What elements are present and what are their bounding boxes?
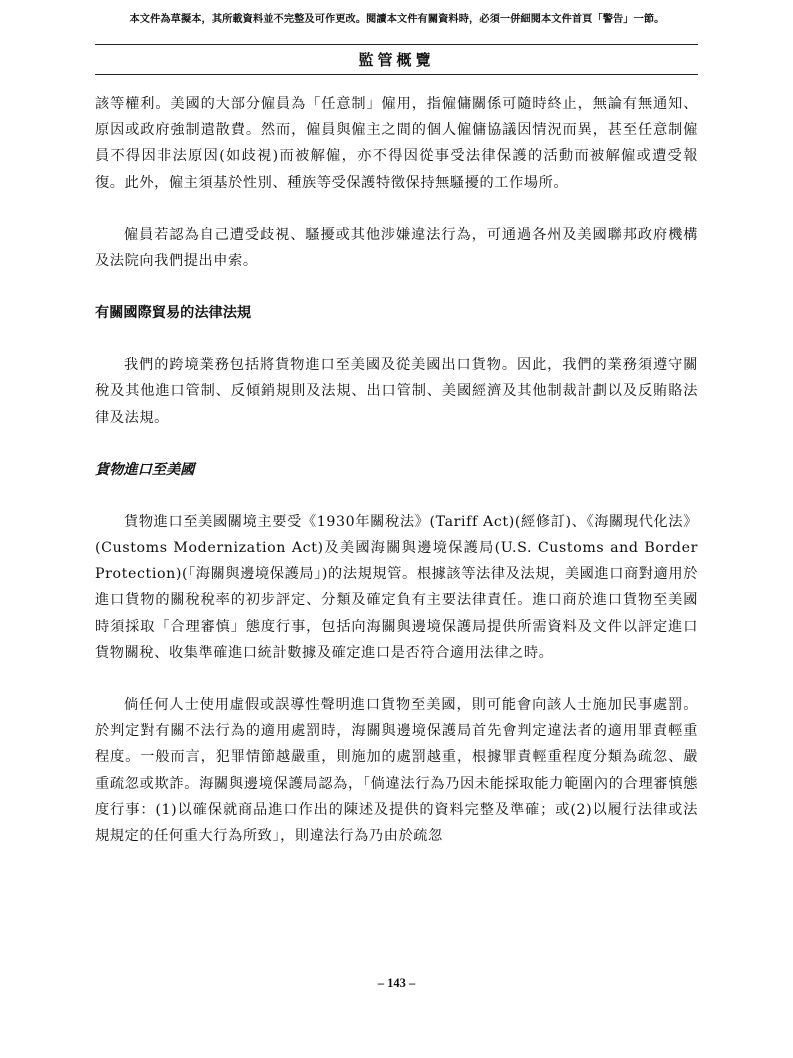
draft-warning-banner: 本文件為草擬本，其所載資料並不完整及可作更改。閱讀本文件有關資料時，必須一併細閱本文件首頁「警告」一節。	[129, 13, 665, 25]
header-rule-top	[95, 44, 698, 45]
document-body	[95, 91, 698, 849]
section-title: 監管概覽	[358, 51, 435, 69]
paragraph-employment-rights: 該等權利。美國的大部分僱員為「任意制」僱用，指僱傭關係可隨時終止，無論有無通知、原因或政府強制遣散費。然而，僱員與僱主之間的個人僱傭協議因情況而異，甚至任意制僱員不得因非法原因(如歧視)而被解僱，亦不得因從事受法律保護的活動而被解僱或遭受報復。此外，僱主須基於性別、種族等受保護特徵保持無騷擾的工作場所。	[95, 96, 698, 191]
paragraph-employee-complaints: 僱員若認為自己遭受歧視、騷擾或其他涉嫌違法行為，可通過各州及美國聯邦政府機構及法院向我們提出申索。	[95, 226, 698, 270]
header-rule-bottom	[95, 74, 698, 75]
heading-import-goods: 貨物進口至美國	[95, 461, 195, 478]
page-number: – 143 –	[377, 976, 416, 990]
paragraph-import-regulation: 貨物進口至美國關境主要受《1930年關稅法》(Tariff Act)(經修訂)、《海關現代化法》(Customs Modernization Act)及美國海關與邊境保護局(U.S. Customs and Border Protection)(「海關與邊境保護局」)的法規規管。根據該等法律及法規，美國進口商對適用於進口貨物的關稅稅率的初步評定、分類及確定負有主要法律責任。進口商於進口貨物至美國時須採取「合理審慎」態度行事，包括向海關與邊境保護局提供所需資料及文件以評定進口貨物關稅、收集準確進口統計數據及確定進口是否符合適用法律之時。	[95, 513, 698, 661]
paragraph-international-trade: 我們的跨境業務包括將貨物進口至美國及從美國出口貨物。因此，我們的業務須遵守關稅及其他進口管制、反傾銷規則及法規、出口管制、美國經濟及其他制裁計劃以及反賄賂法律及法規。	[95, 357, 698, 426]
paragraph-civil-penalties: 倘任何人士使用虛假或誤導性聲明進口貨物至美國，則可能會向該人士施加民事處罰。於判定對有關不法行為的適用處罰時，海關與邊境保護局首先會判定違法者的適用罪責輕重程度。一般而言，犯罪情節越嚴重，則施加的處罰越重，根據罪責輕重程度分類為疏忽、嚴重疏忽或欺詐。海關與邊境保護局認為，「倘違法行為乃因未能採取能力範圍內的合理審慎態度行事：(1)以確保就商品進口作出的陳述及提供的資料完整及準確；或(2)以履行法律或法規規定的任何重大行為所致」，則違法行為乃由於疏忽	[95, 697, 698, 845]
heading-international-trade: 有關國際貿易的法律法規	[95, 305, 252, 322]
